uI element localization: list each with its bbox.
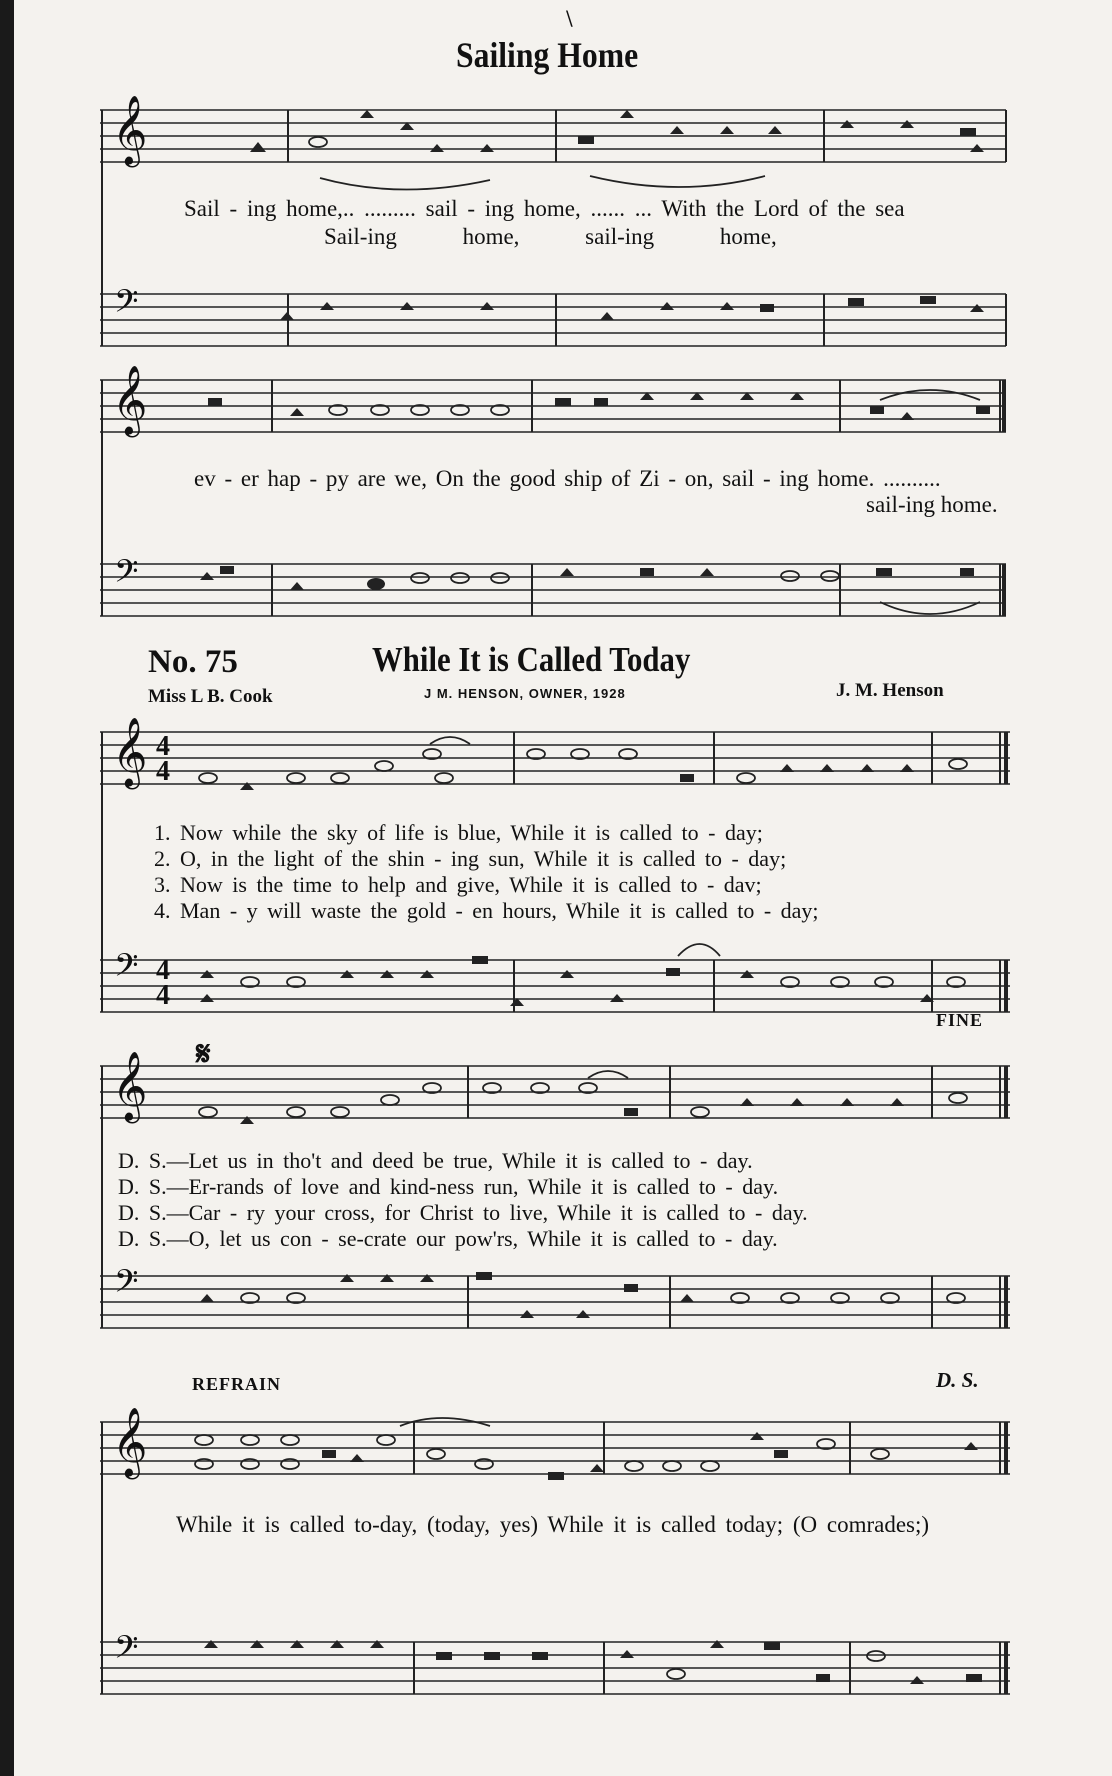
treble-notes (250, 110, 984, 190)
ds-lyric-3: D. S.—Car - ry your cross, for Christ to live, While it is called to - day. (118, 1200, 808, 1225)
refrain-label: REFRAIN (192, 1374, 282, 1394)
treble-staff-lines (100, 110, 1006, 162)
bass-clef-icon: 𝄢 (114, 947, 139, 991)
time-signature-top: 4 (156, 955, 170, 986)
bass-staff-lines (100, 955, 1010, 1012)
time-signature-treble (156, 731, 170, 788)
treble-notes (195, 1418, 978, 1480)
bass-notes (200, 1272, 965, 1318)
verse-1: 1. Now while the sky of life is blue, While it is called to - day; (154, 820, 763, 845)
bass-notes (200, 944, 965, 1006)
song1-lyric-line2-alto: sail-ing home. (866, 492, 998, 517)
bass-clef-icon: 𝄢 (114, 1629, 139, 1673)
treble-staff-lines (100, 1066, 1010, 1118)
ds-lyric-2: D. S.—Er-rands of love and kind-ness run, While it is called to - day. (118, 1174, 779, 1199)
refrain-staves (100, 1407, 1010, 1716)
song2-title: While It is Called Today (372, 640, 691, 679)
bass-clef-icon: 𝄢 (114, 283, 139, 327)
refrain-lyric: While it is called to-day, (today, yes) While it is called today; (O comrades;) (176, 1512, 930, 1537)
verse-3: 3. Now is the time to help and give, While it is called to - dav; (154, 872, 762, 897)
treble-clef-icon: 𝄞 (112, 717, 148, 787)
treble-clef-icon: 𝄞 (112, 1407, 148, 1477)
time-signature-bottom: 4 (156, 756, 170, 788)
bass-staff-lines (100, 1276, 1010, 1328)
treble-clef-icon: 𝄞 (112, 95, 148, 165)
verse-2: 2. O, in the light of the shin - ing sun, While it is called to - day; (154, 846, 787, 871)
song1-system1-staves (100, 95, 1010, 346)
page-edge (0, 0, 14, 1776)
song1-lyric-line2: ev - er hap - py are we, On the good ship of Zi - on, sail - ing home. .......... (194, 466, 941, 491)
copyright-notice: J M. HENSON, OWNER, 1928 (424, 686, 626, 701)
fine-marking: FINE (936, 1010, 984, 1030)
ds-lyric-4: D. S.—O, let us con - se-crate our pow'rs, While it is called to - day. (118, 1226, 778, 1251)
song-number: No. 75 (148, 644, 238, 680)
bass-notes (204, 1640, 982, 1684)
time-signature-top: 4 (156, 731, 170, 762)
song1-title: Sailing Home (456, 35, 639, 75)
ds-lyric-1: D. S.—Let us in tho't and deed be true, While it is called to - day. (118, 1148, 753, 1173)
bass-clef-icon: 𝄢 (114, 553, 139, 597)
lyricist-credit: Miss L B. Cook (148, 686, 273, 707)
bass-clef-icon: 𝄢 (114, 1263, 139, 1307)
treble-notes (208, 390, 990, 420)
bass-staff-lines (100, 1642, 1010, 1694)
segno-icon: 𝄋 (196, 1036, 211, 1073)
bass-staff-lines (100, 564, 1006, 616)
bass-notes (280, 296, 984, 320)
composer-credit: J. M. Henson (836, 680, 944, 701)
top-tick-mark: \ (566, 6, 573, 30)
treble-staff-lines (100, 732, 1010, 788)
time-signature-bass (156, 955, 170, 1012)
song1-lyric-line1-alto: Sail-ing home, sail-ing home, (324, 224, 777, 249)
dal-segno-marking: D. S. (936, 1368, 979, 1392)
song1-lyric-line1: Sail - ing home,.. ......... sail - ing home, ...... ... With the Lord of the sea (184, 196, 905, 221)
time-signature-bottom: 4 (156, 980, 170, 1012)
verse-4: 4. Man - y will waste the gold - en hours, While it is called to - day; (154, 898, 819, 923)
treble-clef-icon: 𝄞 (112, 365, 148, 435)
treble-staff-lines (100, 1422, 1010, 1474)
treble-clef-icon: 𝄞 (112, 1051, 148, 1121)
bass-staff-lines (100, 294, 1006, 346)
